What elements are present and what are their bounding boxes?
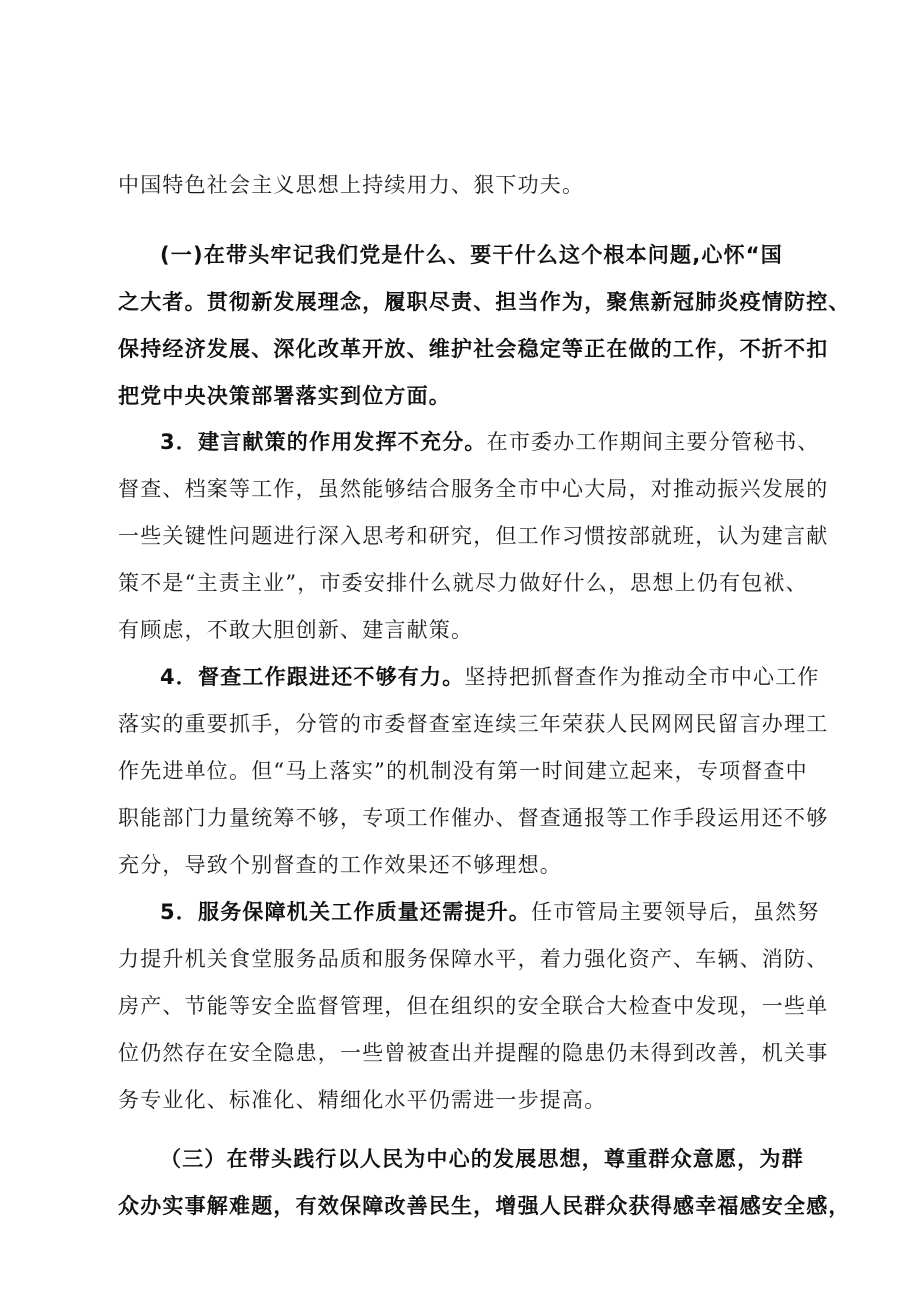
section-two-heading-line-3: 保持经济发展、深化改革开放、维护社会稳定等正在做的工作，不折不扣: [118, 337, 829, 361]
item-3-first-line: [160, 427, 820, 457]
item-4-line-4: 职能部门力量统筹不够，专项工作催办、督查通报等工作手段运用还不够: [118, 806, 829, 830]
section-two-heading-line-1: (一)在带头牢记我们党是什么、要干什么这个根本问题,心怀“国: [160, 243, 783, 267]
item-4-first-line: [160, 662, 820, 692]
item-3-line-2: 督查、档案等工作，虽然能够结合服务全市中心大局，对推动振兴发展的: [118, 477, 829, 501]
item-5-line-4: 位仍然存在安全隐患，一些曾被查出并提醒的隐患仍未得到改善，机关事: [118, 1041, 829, 1065]
item-4-line-2: 落实的重要抓手，分管的市委督查室连续三年荣获人民网网民留言办理工: [118, 712, 829, 736]
item-5-first-line: [160, 897, 820, 927]
item-3-line-5: 有顾虑，不敢大胆创新、建言献策。: [118, 618, 474, 642]
item-4-line-3: 作先进单位。但“马上落实”的机制没有第一时间建立起来，专项督查中: [118, 759, 808, 783]
section-two-heading-line-4: 把党中央决策部署落实到位方面。: [118, 384, 451, 408]
item-5-line-2: 力提升机关食堂服务品质和服务保障水平，着力强化资产、车辆、消防、: [118, 947, 829, 971]
item-5-first-rest: 任市管局主要领导后，虽然努: [531, 900, 820, 924]
item-3-line-4: 策不是“主责主业”，市委安排什么就尽力做好什么，思想上仍有包袱、: [118, 571, 808, 595]
item-3-line-3: 一些关键性问题进行深入思考和研究，但工作习惯按部就班，认为建言献: [118, 524, 829, 548]
intro-line: 中国特色社会主义思想上持续用力、狠下功夫。: [118, 173, 585, 197]
section-two-heading-line-2: 之大者。贯彻新发展理念，履职尽责、担当作为，聚焦新冠肺炎疫情防控、: [118, 290, 851, 314]
item-3-title: 3．建言献策的作用发挥不充分。: [160, 430, 487, 454]
item-4-title: 4．督查工作跟进还不够有力。: [160, 665, 465, 689]
item-3-first-rest: 在市委办工作期间主要分管秘书、: [486, 430, 820, 454]
section-three-heading-line-2: 众办实事解难题，有效保障改善民生，增强人民群众获得感幸福感安全感，: [118, 1194, 851, 1218]
item-5-title: 5．服务保障机关工作质量还需提升。: [160, 900, 532, 924]
section-three-heading-line-1: （三）在带头践行以人民为中心的发展思想，尊重群众意愿，为群: [160, 1147, 804, 1171]
item-5-line-3: 房产、节能等安全监督管理，但在组织的安全联合大检查中发现，一些单: [118, 994, 829, 1018]
item-5-line-5: 务专业化、标准化、精细化水平仍需进一步提高。: [118, 1088, 607, 1112]
item-4-first-rest: 坚持把抓督查作为推动全市中心工作: [464, 665, 820, 689]
item-4-line-5: 充分，导致个别督查的工作效果还不够理想。: [118, 853, 562, 877]
